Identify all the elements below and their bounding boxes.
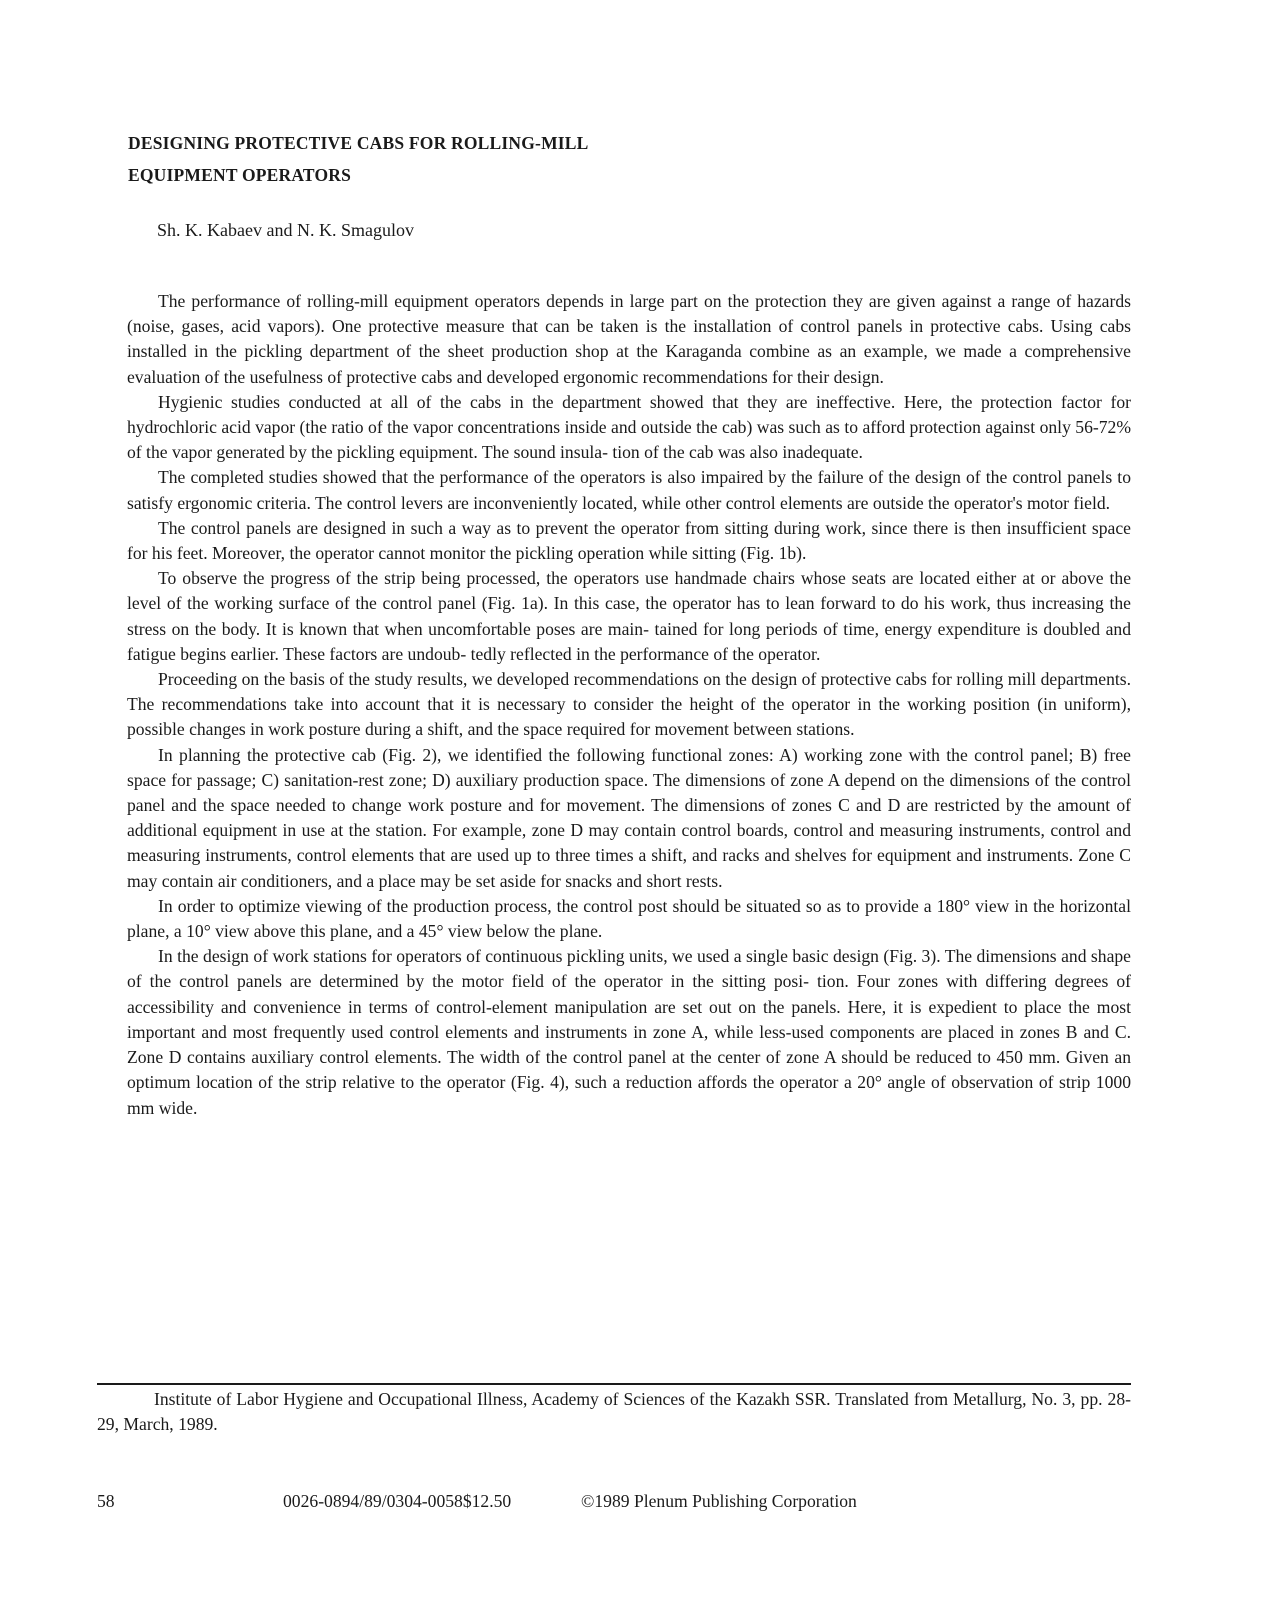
page-number: 58 xyxy=(97,1491,115,1511)
article-title xyxy=(128,127,828,191)
paragraph-3: The completed studies showed that the performance of the operators is also impaired by the failure of the design of the control panels to satisfy ergonomic criteria. The control levers are inconveniently located, while other control elements are outside the operator's motor field. xyxy=(127,467,1131,513)
paragraph-2: Hygienic studies conducted at all of the cabs in the department showed that they are ineffective. Here, the protection factor for hydrochloric acid vapor (the ratio of the vapor concentrations inside and outside the cab) was such as to afford protection against only 56-72% of the vapor generated by the pickling equipment. The sound insula- tion of the cab was also inadequate. xyxy=(127,391,1131,463)
paragraph-8: In order to optimize viewing of the production process, the control post should be situated so as to provide a 180° view in the horizontal plane, a 10° view above this plane, and a 45° view below the plane. xyxy=(127,895,1131,942)
footnote-divider xyxy=(97,1383,1131,1385)
footnote-text: Institute of Labor Hygiene and Occupational Illness, Academy of Sciences of the Kazakh SSR. Translated from Metallurg, No. 3, pp. 28-29, March, 1989. xyxy=(97,1389,1131,1435)
title-line-1: DESIGNING PROTECTIVE CABS FOR ROLLING-MILL xyxy=(128,133,589,153)
authors: Sh. K. Kabaev and N. K. Smagulov xyxy=(157,220,414,240)
article-body xyxy=(127,289,1131,1121)
footnote xyxy=(97,1387,1131,1437)
copyright-notice: ©1989 Plenum Publishing Corporation xyxy=(581,1491,857,1511)
paragraph-4: The control panels are designed in such a way as to prevent the operator from sitting during work, since there is then insufficient space for his feet. Moreover, the operator cannot monitor the pickling operation while sitting (Fig. 1b). xyxy=(127,517,1131,564)
paragraph-7: In planning the protective cab (Fig. 2), we identified the following functional zones: A) working zone with the control panel; B) free space for passage; C) sanitation-rest zone; D) auxiliary production space. The dimensions of zone A depend on the dimensions of the control panel and the space needed to change work posture and for movement. The dimensions of zones C and D are restricted by the amount of additional equipment in use at the station. For example, zone D may contain control boards, control and measuring instruments, control and measuring instruments, control elements that are used up to three times a shift, and racks and shelves for equipment and instruments. Zone C may contain air conditioners, and a place may be set aside for snacks and short rests. xyxy=(127,744,1131,891)
paragraph-6: Proceeding on the basis of the study results, we developed recommendations on the design of protective cabs for rolling mill departments. The recommendations take into account that it is necessary to consider the height of the operator in the working position (in uniform), possible changes in work posture during a shift, and the space required for movement between stations. xyxy=(127,669,1131,740)
publication-code: 0026-0894/89/0304-0058$12.50 xyxy=(283,1491,512,1511)
paragraph-1: The performance of rolling-mill equipment operators depends in large part on the protection they are given against a range of hazards (noise, gases, acid vapors). One protective measure that can be taken is the installation of control panels in protective cabs. Using cabs installed in the pickling department of the sheet production shop at the Karaganda combine as an example, we made a comprehensive evaluation of the usefulness of protective cabs and developed ergonomic recommendations for their design. xyxy=(127,291,1131,387)
title-line-2: EQUIPMENT OPERATORS xyxy=(128,165,352,185)
paragraph-5: To observe the progress of the strip being processed, the operators use handmade chairs whose seats are located either at or above the level of the working surface of the control panel (Fig. 1a). In this case, the operator has to lean forward to do his work, thus increasing the stress on the body. It is known that when uncomfortable poses are main- tained for long periods of time, energy expenditure is doubled and fatigue begins earlier. These factors are undoub- tedly reflected in the performance of the operator. xyxy=(127,568,1131,664)
paragraph-9: In the design of work stations for operators of continuous pickling units, we used a single basic design (Fig. 3). The dimensions and shape of the control panels are determined by the motor field of the operator in the sitting posi- tion. Four zones with differing degrees of accessibility and convenience in terms of control-element manipulation are set out on the panels. Here, it is expedient to place the most important and most frequently used control elements and instruments in zone A, while less-used components are placed in zones B and C. Zone D contains auxiliary control elements. The width of the control panel at the center of zone A should be reduced to 450 mm. Given an optimum location of the strip relative to the operator (Fig. 4), such a reduction affords the operator a 20° angle of observation of strip 1000 mm wide. xyxy=(127,946,1131,1118)
